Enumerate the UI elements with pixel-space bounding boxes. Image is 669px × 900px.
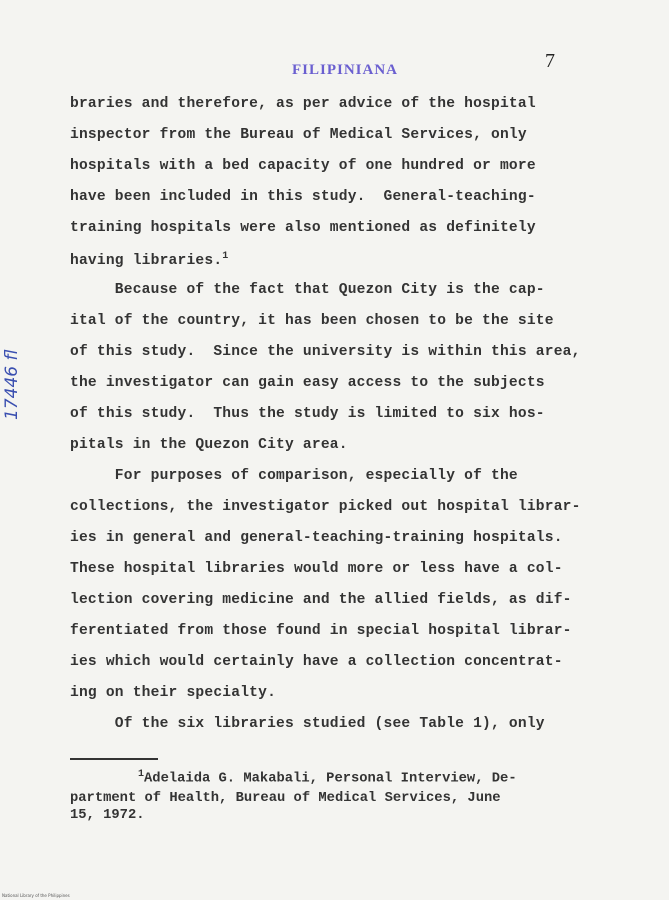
body-line: of this study. Since the university is within this area,: [70, 344, 581, 360]
body-line: ing on their specialty.: [70, 685, 277, 701]
footnote-line: partment of Health, Bureau of Medical Services, June: [70, 791, 501, 806]
body-line: pitals in the Quezon City area.: [70, 437, 348, 453]
body-line: ferentiated from those found in special hospital librar-: [70, 623, 572, 639]
handwritten-note: 17446 fl: [2, 349, 22, 420]
body-line: ies in general and general-teaching-training hospitals.: [70, 530, 563, 546]
body-line: have been included in this study. General-teaching-: [70, 189, 536, 205]
archive-footer: National Library of the Philippines: [2, 893, 70, 898]
footnote-ref-marker: 1: [138, 769, 145, 780]
body-line: training hospitals were also mentioned as definitely: [70, 220, 536, 236]
body-line: ital of the country, it has been chosen to be the site: [70, 313, 554, 329]
body-line: the investigator can gain easy access to the subjects: [70, 375, 545, 391]
page-number: 7: [545, 50, 555, 72]
footnote-line-with-marker: [138, 769, 517, 787]
body-line: of this study. Thus the study is limited to six hos-: [70, 406, 545, 422]
body-line: braries and therefore, as per advice of the hospital: [70, 96, 536, 112]
body-line: Of the six libraries studied (see Table 1), only: [70, 716, 545, 732]
body-line: lection covering medicine and the allied fields, as dif-: [70, 592, 572, 608]
body-line: collections, the investigator picked out hospital librar-: [70, 499, 581, 515]
body-line: hospitals with a bed capacity of one hundred or more: [70, 158, 536, 174]
filipiniana-stamp: FILIPINIANA: [292, 62, 399, 78]
body-line: ies which would certainly have a collection concentrat-: [70, 654, 563, 670]
body-line: These hospital libraries would more or less have a col-: [70, 561, 563, 577]
body-line-with-note: [70, 251, 228, 269]
footnote-divider: [70, 758, 158, 760]
footnote-marker: 1: [222, 251, 229, 262]
body-line: inspector from the Bureau of Medical Services, only: [70, 127, 527, 143]
footnote-line: 15, 1972.: [70, 808, 145, 823]
footnote-text: Adelaida G. Makabali, Personal Interview, De-: [144, 771, 517, 787]
body-line: Because of the fact that Quezon City is the cap-: [70, 282, 545, 298]
body-line: For purposes of comparison, especially of the: [70, 468, 518, 484]
body-line-text: having libraries.: [70, 252, 223, 269]
